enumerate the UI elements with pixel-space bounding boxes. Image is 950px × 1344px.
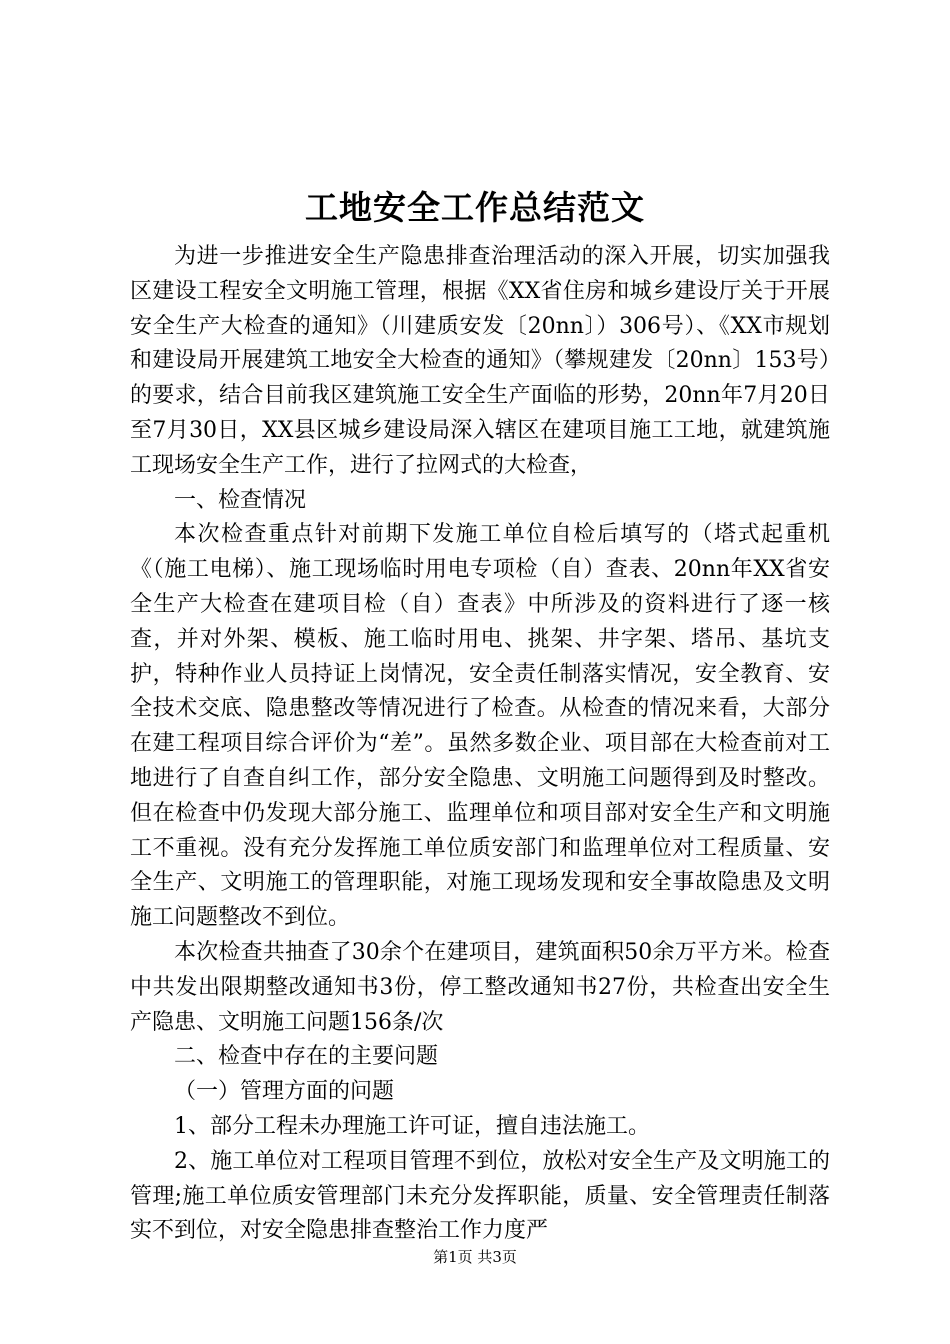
problem-item-1: 1、部分工程未办理施工许可证，擅自违法施工。 bbox=[174, 1113, 650, 1139]
page-number-footer: 第1页 共3页 bbox=[433, 1248, 517, 1266]
section-heading-inspection: 一、检查情况 bbox=[174, 487, 307, 513]
section-heading-problems: 二、检查中存在的主要问题 bbox=[174, 1044, 439, 1070]
inspection-statistics-paragraph: 本次检查共抽查了30余个在建项目，建筑面积50余万平方米。检查中共发出限期整改通知书3份，停工整改通知书27份，共检查出安全生产隐患、文明施工问题156条/次 bbox=[130, 939, 830, 1035]
intro-paragraph: 为进一步推进安全生产隐患排查治理活动的深入开展，切实加强我区建设工程安全文明施工管理，根据《XX省住房和城乡建设厅关于开展安全生产大检查的通知》（川建质安发〔20nn〕）306号）、《XX市规划和建设局开展建筑工地安全大检查的通知》（攀规建发〔20nn〕153号）的要求，结合目前我区建筑施工安全生产面临的形势，20nn年7月20日至7月30日，XX县区城乡建设局深入辖区在建项目施工工地，就建筑施工现场安全生产工作，进行了拉网式的大检查， bbox=[130, 244, 830, 478]
subsection-heading-management: （一）管理方面的问题 bbox=[174, 1079, 395, 1105]
problem-item-2: 2、施工单位对工程项目管理不到位，放松对安全生产及文明施工的管理;施工单位质安管理部门未充分发挥职能，质量、安全管理责任制落实不到位，对安全隐患排查整治工作力度严 bbox=[130, 1148, 830, 1244]
document-body bbox=[130, 240, 830, 1249]
document-title: 工地安全工作总结范文 bbox=[305, 188, 645, 227]
inspection-details-paragraph: 本次检查重点针对前期下发施工单位自检后填写的（塔式起重机《（施工电梯）、施工现场临时用电专项检（自）查表、20nn年XX省安全生产大检查在建项目检（自）查表》中所涉及的资料进行了逐一核查，并对外架、模板、施工临时用电、挑架、井字架、塔吊、基坑支护，特种作业人员持证上岗情况，安全责任制落实情况，安全教育、安全技术交底、隐患整改等情况进行了检查。从检查的情况来看，大部分在建工程项目综合评价为“差”。虽然多数企业、项目部在大检查前对工地进行了自查自纠工作，部分安全隐患、文明施工问题得到及时整改。但在检查中仍发现大部分施工、监理单位和项目部对安全生产和文明施工不重视。没有充分发挥施工单位质安部门和监理单位对工程质量、安全生产、文明施工的管理职能，对施工现场发现和安全事故隐患及文明施工问题整改不到位。 bbox=[130, 522, 830, 931]
